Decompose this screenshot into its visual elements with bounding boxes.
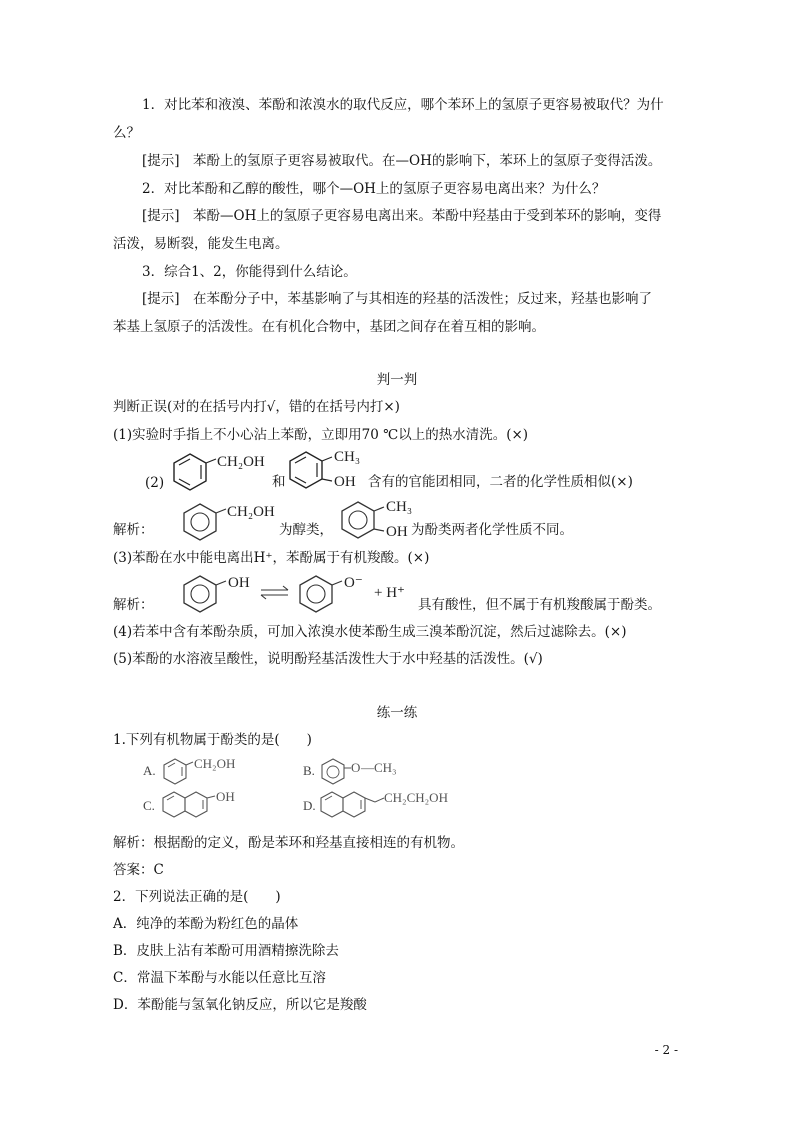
practice-q2-option-b: B．皮肤上沾有苯酚可用酒精擦洗除去 xyxy=(113,943,339,959)
o-minus-label: O⁻ xyxy=(344,575,363,591)
phenol-ionization-equation xyxy=(178,570,418,616)
option-d-label: D. xyxy=(303,798,316,813)
option-a-label: A. xyxy=(143,763,156,778)
judge-item-4: (4)若苯中含有苯酚杂质，可加入浓溴水使苯酚生成三溴苯酚沉淀，然后过滤除去。(×) xyxy=(113,624,627,640)
judge-item-2-and: 和 xyxy=(272,474,286,490)
option-c-naphthol-structure xyxy=(160,788,260,822)
judge-item-2-analysis-mid: 为醇类， xyxy=(279,522,333,538)
q1-line-a: 1．对比苯和液溴、苯酚和浓溴水的取代反应，哪个苯环上的氢原子更容易被取代？为什 xyxy=(142,97,664,113)
judge-item-3-analysis-end: 具有酸性，但不属于有机羧酸属于酚类。 xyxy=(418,597,661,613)
option-a-ch2oh: CH₂OH xyxy=(194,756,236,771)
option-a-structure xyxy=(160,756,260,786)
q2-hint-a: [提示] 苯酚—OH上的氢原子更容易电离出来。苯酚中羟基由于受到苯环的影响，变得 xyxy=(142,208,662,224)
oh-label-3: OH xyxy=(228,575,250,591)
practice-q1-answer: 答案：C xyxy=(113,862,164,878)
plus-h-label: + H⁺ xyxy=(374,585,405,601)
practice-q1: 1.下列有机物属于酚类的是( ) xyxy=(113,732,312,748)
benzyl-alcohol-structure xyxy=(168,450,278,494)
judge-item-2-text: 含有的官能团相同，二者的化学性质相似(×) xyxy=(368,474,633,490)
practice-q2: 2．下列说法正确的是( ) xyxy=(113,889,281,905)
option-b-label: B. xyxy=(303,763,315,778)
q3-line: 3．综合1、2，你能得到什么结论。 xyxy=(142,264,357,280)
q2-line: 2．对比苯酚和乙醇的酸性，哪个—OH上的氢原子更容易电离出来？为什么？ xyxy=(142,181,606,197)
benzyl-alcohol-structure-2 xyxy=(178,500,288,544)
option-c-oh: OH xyxy=(216,789,235,804)
q1-hint: [提示] 苯酚上的氢原子更容易被取代。在—OH的影响下，苯环上的氢原子变得活泼。 xyxy=(142,153,662,169)
ch2oh-label-2: CH₂OH xyxy=(227,504,275,520)
judge-item-2-analysis-end: 为酚类两者化学性质不同。 xyxy=(411,522,573,538)
judge-item-5: (5)苯酚的水溶液呈酸性，说明酚羟基活泼性大于水中羟基的活泼性。(√) xyxy=(113,651,543,667)
q1-line-b: 么？ xyxy=(113,125,140,141)
q2-hint-b: 活泼，易断裂，能发生电离。 xyxy=(113,236,289,252)
judge-item-2-number: (2) xyxy=(145,475,165,491)
judge-intro: 判断正误(对的在括号内打√，错的在括号内打×) xyxy=(113,399,400,415)
judge-item-1: (1)实验时手指上不小心沾上苯酚，立即用70 ℃以上的热水清洗。(×) xyxy=(113,427,529,443)
ch2oh-label: CH₂OH xyxy=(217,454,265,470)
practice-q2-option-d: D．苯酚能与氢氧化钠反应，所以它是羧酸 xyxy=(113,997,367,1013)
q3-hint-a: [提示] 在苯酚分子中，苯基影响了与其相连的羟基的活泼性；反过来，羟基也影响了 xyxy=(142,291,653,307)
page-number: - 2 - xyxy=(654,1043,678,1057)
oh-label: OH xyxy=(334,474,356,490)
practice-q1-analysis: 解析：根据酚的定义，酚是苯环和羟基直接相连的有机物。 xyxy=(113,835,464,851)
ch3-label: CH₃ xyxy=(334,449,361,465)
judge-item-3: (3)苯酚在水中能电离出H⁺，苯酚属于有机羧酸。(×) xyxy=(113,550,430,566)
q3-hint-b: 苯基上氢原子的活泼性。在有机化合物中，基团之间存在着互相的影响。 xyxy=(113,319,545,335)
practice-q2-option-a: A．纯净的苯酚为粉红色的晶体 xyxy=(113,916,299,932)
cresol-structure xyxy=(286,446,376,496)
ch3-label-2: CH₃ xyxy=(386,499,413,515)
judge-item-2-analysis-prefix: 解析： xyxy=(113,522,154,538)
option-d-structure xyxy=(318,788,478,822)
judge-heading: 判一判 xyxy=(376,372,418,388)
option-b-structure xyxy=(318,756,418,786)
judge-item-3-analysis-prefix: 解析： xyxy=(113,597,154,613)
option-b-ch3: —CH₃ xyxy=(361,760,397,775)
oh-label-2: OH xyxy=(386,524,408,540)
option-b-o: O xyxy=(351,760,361,775)
cresol-structure-2 xyxy=(338,496,418,546)
practice-heading: 练一练 xyxy=(376,705,418,721)
practice-q2-option-c: C．常温下苯酚与水能以任意比互溶 xyxy=(113,970,326,986)
option-c-label: C. xyxy=(143,798,155,813)
option-d-ch2ch2oh: CH₂CH₂OH xyxy=(384,790,448,805)
